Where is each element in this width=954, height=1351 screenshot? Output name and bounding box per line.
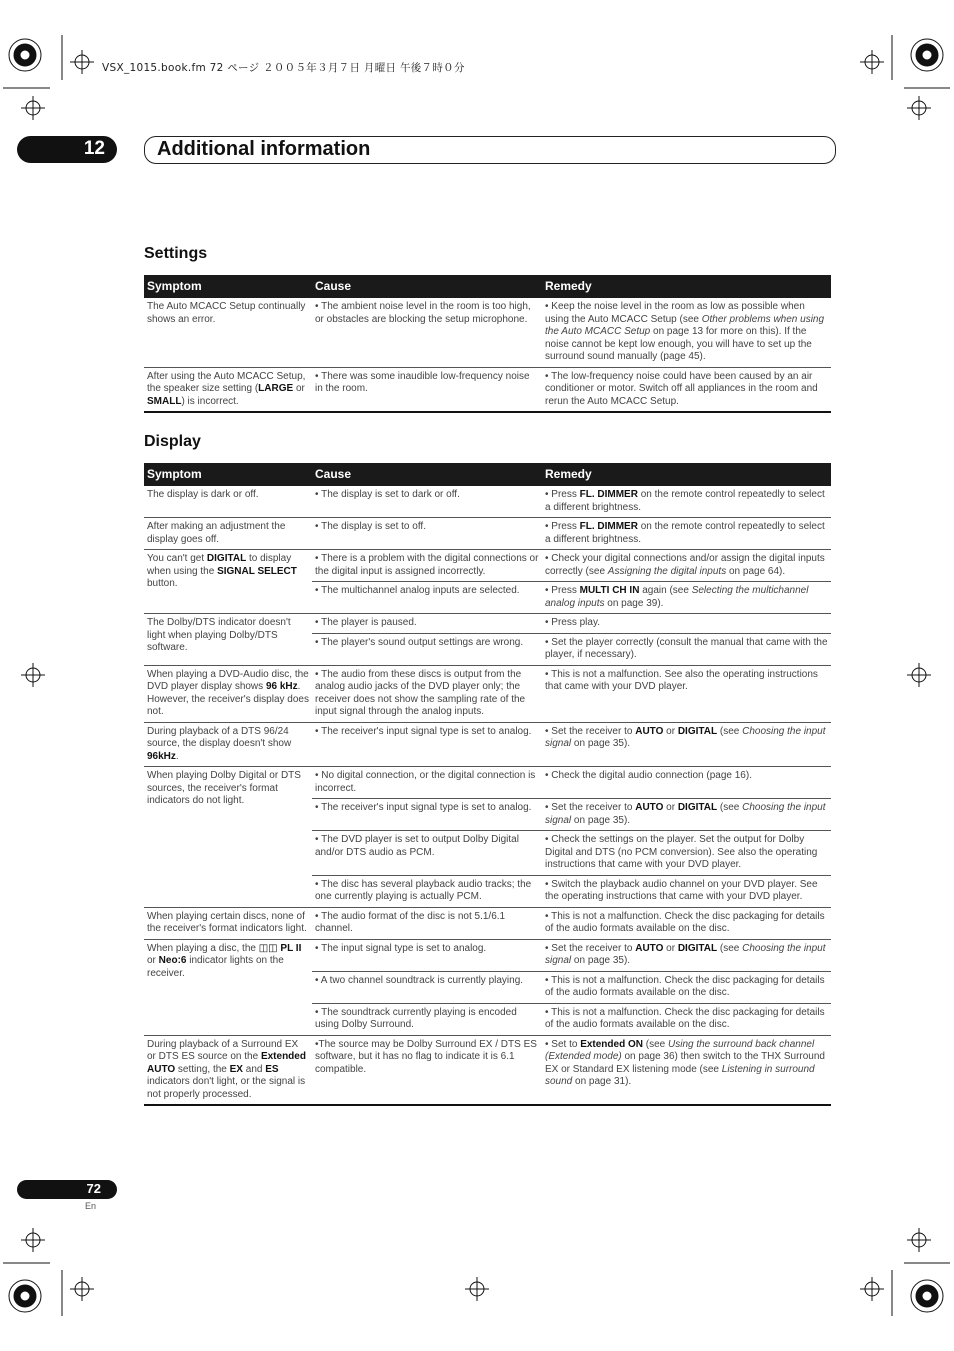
bold-term: EX bbox=[229, 1063, 243, 1075]
cell-text: You can't get bbox=[147, 553, 207, 564]
cause-cell bbox=[312, 1003, 542, 1035]
cell-text: • Set to bbox=[545, 1038, 581, 1050]
bold-term: AUTO bbox=[635, 725, 664, 737]
italic-reference: Choosing the input signal bbox=[545, 725, 826, 749]
cell-text: on page 31). bbox=[572, 1076, 632, 1087]
symptom-column-header: Symptom bbox=[144, 275, 312, 298]
cell-text: and bbox=[242, 1063, 266, 1075]
table-row bbox=[144, 1035, 831, 1105]
italic-reference: Selecting the multichannel analog inputs bbox=[545, 585, 809, 609]
cell-text: • This is not a malfunction. Check the disc packaging for details of the audio formats available on the disc. bbox=[545, 974, 825, 998]
cell-text: • This is not a malfunction. Check the disc packaging for details of the audio formats available on the disc. bbox=[545, 910, 825, 934]
cause-cell bbox=[312, 875, 542, 907]
remedy-cell bbox=[542, 486, 831, 518]
cause-cell bbox=[312, 831, 542, 876]
cause-cell bbox=[312, 939, 542, 971]
cell-text: • The soundtrack currently playing is encoded using Dolby Surround. bbox=[315, 1006, 517, 1030]
remedy-cell bbox=[542, 582, 831, 614]
symptom-cell bbox=[144, 298, 312, 367]
cause-cell bbox=[312, 907, 542, 939]
table-row bbox=[144, 550, 831, 582]
cell-text: • No digital connection, or the digital connection is incorrect. bbox=[315, 770, 536, 794]
italic-reference: Listening in surround sound bbox=[545, 1063, 815, 1087]
cell-text: When playing a disc, the bbox=[147, 942, 259, 954]
cell-text: • The DVD player is set to output Dolby Digital and/or DTS audio as PCM. bbox=[315, 834, 519, 858]
cell-text: • Press bbox=[545, 521, 580, 532]
cell-text: (see bbox=[717, 942, 743, 954]
bold-term: DIGITAL bbox=[677, 942, 718, 954]
table-row bbox=[144, 722, 831, 767]
bold-term: AUTO bbox=[635, 802, 664, 813]
cell-text: . bbox=[175, 750, 179, 762]
symptom-cell bbox=[144, 939, 312, 1035]
bold-term: SIGNAL SELECT bbox=[217, 565, 297, 577]
table-row bbox=[144, 907, 831, 939]
remedy-cell bbox=[542, 799, 831, 831]
bold-term: SMALL bbox=[147, 395, 182, 407]
chapter-number: 12 bbox=[83, 138, 105, 159]
symptom-column-header: Symptom bbox=[144, 463, 312, 486]
cell-text: • This is not a malfunction. See also the operating instructions that came with your DVD player. bbox=[545, 668, 818, 692]
cause-cell bbox=[312, 518, 542, 550]
cell-text: • The disc has several playback audio tracks; the one currently playing is actually PCM. bbox=[315, 878, 532, 902]
cell-text: •The source may be Dolby Surround EX / DTS ES software, but it has no flag to indicate it is 6.1 compatible. bbox=[315, 1038, 537, 1075]
table-row bbox=[144, 665, 831, 722]
cell-text: • There was some inaudible low-frequency noise in the room. bbox=[315, 370, 530, 394]
remedy-cell bbox=[542, 550, 831, 582]
cell-text: • A two channel soundtrack is currently playing. bbox=[315, 974, 524, 986]
remedy-cell bbox=[542, 767, 831, 799]
crosshair-icon bbox=[21, 663, 45, 687]
cause-cell bbox=[312, 298, 542, 367]
cell-text: • The display is set to off. bbox=[315, 521, 426, 532]
bold-term: LARGE bbox=[258, 383, 294, 394]
chapter-badge bbox=[17, 136, 117, 163]
cell-text: • Set the receiver to bbox=[545, 942, 636, 954]
cell-text: During playback of a DTS 96/24 source, the display doesn't show bbox=[147, 725, 292, 749]
bold-term: DIGITAL bbox=[677, 725, 718, 737]
cell-text: on the remote control repeatedly to select a different brightness. bbox=[545, 521, 825, 545]
remedy-cell bbox=[542, 722, 831, 767]
cause-cell bbox=[312, 582, 542, 614]
crosshair-icon bbox=[860, 1277, 884, 1301]
cause-column-header: Cause bbox=[312, 463, 542, 486]
cell-text: again (see bbox=[639, 585, 692, 596]
cell-text: • The player's sound output settings are wrong. bbox=[315, 636, 524, 648]
cell-text: indicators don't light, or the signal is not properly processed. bbox=[147, 1076, 306, 1100]
cell-text: • Keep the noise level in the room as low as possible when using the Auto MCACC Setup (see bbox=[545, 301, 805, 325]
cell-text: • The receiver's input signal type is set to analog. bbox=[315, 802, 532, 813]
remedy-column-header: Remedy bbox=[542, 275, 831, 298]
cause-column-header: Cause bbox=[312, 275, 542, 298]
table-row bbox=[144, 298, 831, 367]
bold-term: Extended ON bbox=[580, 1038, 643, 1050]
cell-text: setting, the bbox=[175, 1063, 230, 1075]
cell-text: on page 35). bbox=[571, 955, 631, 966]
bold-term: FL. DIMMER bbox=[579, 489, 638, 500]
cell-text: • This is not a malfunction. Check the disc packaging for details of the audio formats available on the disc. bbox=[545, 1006, 825, 1030]
bold-term: Extended AUTO bbox=[147, 1051, 306, 1075]
cause-cell bbox=[312, 633, 542, 665]
symptom-cell bbox=[144, 767, 312, 908]
display-table bbox=[144, 463, 831, 1106]
crosshair-icon bbox=[70, 1277, 94, 1301]
symptom-cell bbox=[144, 1035, 312, 1105]
cell-text: on page 36) then switch to the THX Surround EX or Standard EX listening mode (see bbox=[545, 1051, 825, 1075]
settings-table bbox=[144, 275, 831, 413]
cell-text: The display is dark or off. bbox=[147, 489, 259, 500]
cell-text: • Set the receiver to bbox=[545, 725, 636, 737]
cell-text: • The display is set to dark or off. bbox=[315, 489, 460, 500]
symptom-cell bbox=[144, 665, 312, 722]
symptom-cell bbox=[144, 907, 312, 939]
remedy-cell bbox=[542, 971, 831, 1003]
italic-reference: Choosing the input signal bbox=[545, 802, 826, 826]
cause-cell bbox=[312, 367, 542, 412]
cell-text: or bbox=[147, 955, 159, 966]
bold-term: AUTO bbox=[635, 942, 664, 954]
cell-text: • Press bbox=[545, 585, 580, 596]
display-heading: Display bbox=[144, 433, 201, 450]
cell-text: After making an adjustment the display goes off. bbox=[147, 521, 286, 545]
crosshair-icon bbox=[70, 50, 94, 74]
remedy-cell bbox=[542, 614, 831, 634]
cell-text: (see bbox=[717, 802, 743, 813]
cell-text: . However, the receiver's display does not. bbox=[147, 681, 309, 717]
cell-text: After using the Auto MCACC Setup, the speaker size setting ( bbox=[147, 370, 306, 394]
cell-text: ) is incorrect. bbox=[181, 395, 239, 407]
cell-text: When playing certain discs, none of the receiver's format indicators light. bbox=[147, 910, 307, 934]
bold-term: FL. DIMMER bbox=[579, 521, 638, 532]
symptom-cell bbox=[144, 486, 312, 518]
table-row bbox=[144, 767, 831, 799]
cell-text: • Check your digital connections and/or assign the digital inputs correctly (see bbox=[545, 553, 825, 577]
cell-text: The Dolby/DTS indicator doesn't light when playing Dolby/DTS software. bbox=[147, 617, 291, 653]
remedy-cell bbox=[542, 939, 831, 971]
cause-cell bbox=[312, 767, 542, 799]
crosshair-icon bbox=[907, 96, 931, 120]
page-number: 72 bbox=[86, 1181, 101, 1196]
bold-term: DIGITAL bbox=[677, 802, 718, 813]
settings-heading: Settings bbox=[144, 245, 208, 262]
cell-text: • Press play. bbox=[545, 617, 600, 628]
cell-text: • The multichannel analog inputs are selected. bbox=[315, 585, 520, 596]
symptom-cell bbox=[144, 722, 312, 767]
cell-text: • Set the player correctly (consult the manual that came with the player, if necessary). bbox=[545, 636, 828, 660]
symptom-cell bbox=[144, 367, 312, 412]
symptom-cell bbox=[144, 614, 312, 666]
cell-text: on page 13 for more on this). If the noise cannot be kept low enough, you will have to set up the surround sound manually (page 45). bbox=[545, 326, 812, 362]
cell-text: • Check the digital audio connection (page 16). bbox=[545, 770, 752, 781]
page-language: En bbox=[85, 1201, 97, 1211]
italic-reference: Choosing the input signal bbox=[545, 942, 826, 966]
cell-text: on page 35). bbox=[571, 814, 631, 826]
chapter-title: Additional information bbox=[157, 138, 371, 160]
bold-term: 96 kHz bbox=[265, 681, 298, 692]
remedy-cell bbox=[542, 633, 831, 665]
cell-text: button. bbox=[147, 578, 178, 589]
crosshair-icon bbox=[465, 1277, 489, 1301]
cell-text: • There is a problem with the digital connections or the digital input is assigned incorrectly. bbox=[315, 553, 539, 577]
table-row bbox=[144, 614, 831, 634]
cell-text: • The receiver's input signal type is set to analog. bbox=[315, 725, 532, 737]
cell-text: • The audio from these discs is output from the analog audio jacks of the DVD player only; the receiver does not show the sampling rate of the input signal through the analog inputs. bbox=[315, 668, 526, 717]
cell-text: or bbox=[663, 942, 678, 954]
cell-text: When playing a DVD-Audio disc, the DVD player display shows bbox=[147, 668, 309, 692]
cell-text: • The player is paused. bbox=[315, 617, 417, 628]
bold-term: DIGITAL bbox=[206, 553, 247, 564]
remedy-cell bbox=[542, 518, 831, 550]
remedy-cell bbox=[542, 665, 831, 722]
remedy-cell bbox=[542, 907, 831, 939]
cell-text: indicator lights on the receiver. bbox=[147, 955, 284, 979]
bold-term: Neo:6 bbox=[158, 955, 187, 966]
remedy-cell bbox=[542, 1003, 831, 1035]
cause-cell bbox=[312, 550, 542, 582]
cause-cell bbox=[312, 665, 542, 722]
cause-cell bbox=[312, 971, 542, 1003]
cell-text: When playing Dolby Digital or DTS sources, the receiver's format indicators do not light. bbox=[147, 770, 301, 806]
cell-text: • The input signal type is set to analog. bbox=[315, 942, 487, 954]
italic-reference: Assigning the digital inputs bbox=[607, 565, 727, 577]
bold-term: MULTI CH IN bbox=[579, 585, 640, 596]
table-row bbox=[144, 367, 831, 412]
cell-text: on page 64). bbox=[726, 565, 786, 577]
table-row bbox=[144, 939, 831, 971]
remedy-cell bbox=[542, 1035, 831, 1105]
cell-text: • The low-frequency noise could have been caused by an air conditioner or motor. Switch off all appliances in the room and rerun the Auto MCACC Setup. bbox=[545, 370, 818, 407]
cell-text: The Auto MCACC Setup continually shows an error. bbox=[147, 301, 306, 325]
cell-text: to display when using the bbox=[147, 553, 292, 577]
symptom-cell bbox=[144, 518, 312, 550]
crosshair-icon bbox=[21, 96, 45, 120]
cell-text: • Switch the playback audio channel on your DVD player. See the operating instructions that came with your DVD player. bbox=[545, 878, 818, 902]
cell-text: During playback of a Surround EX or DTS ES source on the bbox=[147, 1038, 299, 1062]
page-number-badge bbox=[17, 1180, 117, 1199]
cell-text: on the remote control repeatedly to select a different brightness. bbox=[545, 489, 825, 513]
crosshair-icon bbox=[860, 50, 884, 74]
cell-text: or bbox=[663, 725, 678, 737]
cell-text: • Check the settings on the player. Set the output for Dolby Digital and DTS (no PCM conversion). See also the operating instructions that came with your DVD player. bbox=[545, 834, 818, 870]
cell-text: on page 35). bbox=[571, 738, 631, 749]
remedy-column-header: Remedy bbox=[542, 463, 831, 486]
cell-text: or bbox=[663, 802, 678, 813]
cell-text: on page 39). bbox=[604, 597, 664, 609]
bold-term: ◫◫ PL II bbox=[258, 942, 302, 954]
table-header-row bbox=[144, 275, 831, 298]
cell-text: • The audio format of the disc is not 5.1/6.1 channel. bbox=[315, 910, 506, 934]
table-row bbox=[144, 486, 831, 518]
cause-cell bbox=[312, 614, 542, 634]
table-header-row bbox=[144, 463, 831, 486]
symptom-cell bbox=[144, 550, 312, 614]
remedy-cell bbox=[542, 367, 831, 412]
remedy-cell bbox=[542, 298, 831, 367]
cell-text: • Set the receiver to bbox=[545, 802, 636, 813]
italic-reference: Other problems when using the Auto MCACC Setup bbox=[545, 313, 825, 337]
cause-cell bbox=[312, 486, 542, 518]
chapter-title-box bbox=[144, 136, 836, 164]
bold-term: 96kHz bbox=[147, 750, 176, 762]
remedy-cell bbox=[542, 875, 831, 907]
cause-cell bbox=[312, 799, 542, 831]
crosshair-icon bbox=[21, 1228, 45, 1252]
crosshair-icon bbox=[907, 1228, 931, 1252]
cause-cell bbox=[312, 722, 542, 767]
cause-cell bbox=[312, 1035, 542, 1105]
crosshair-icon bbox=[907, 663, 931, 687]
bold-term: ES bbox=[265, 1063, 279, 1075]
cell-text: (see bbox=[717, 725, 743, 737]
cell-text: (see bbox=[642, 1038, 668, 1050]
cell-text: • The ambient noise level in the room is too high, or obstacles are blocking the setup microphone. bbox=[315, 301, 531, 325]
cell-text: or bbox=[293, 383, 305, 394]
remedy-cell bbox=[542, 831, 831, 876]
file-header: VSX_1015.book.fm 72 ページ ２００５年３月７日 月曜日 午後７時０分 bbox=[102, 62, 465, 74]
italic-reference: Using the surround back channel (Extended mode) bbox=[545, 1038, 815, 1062]
table-row bbox=[144, 518, 831, 550]
cell-text: • Press bbox=[545, 489, 580, 500]
